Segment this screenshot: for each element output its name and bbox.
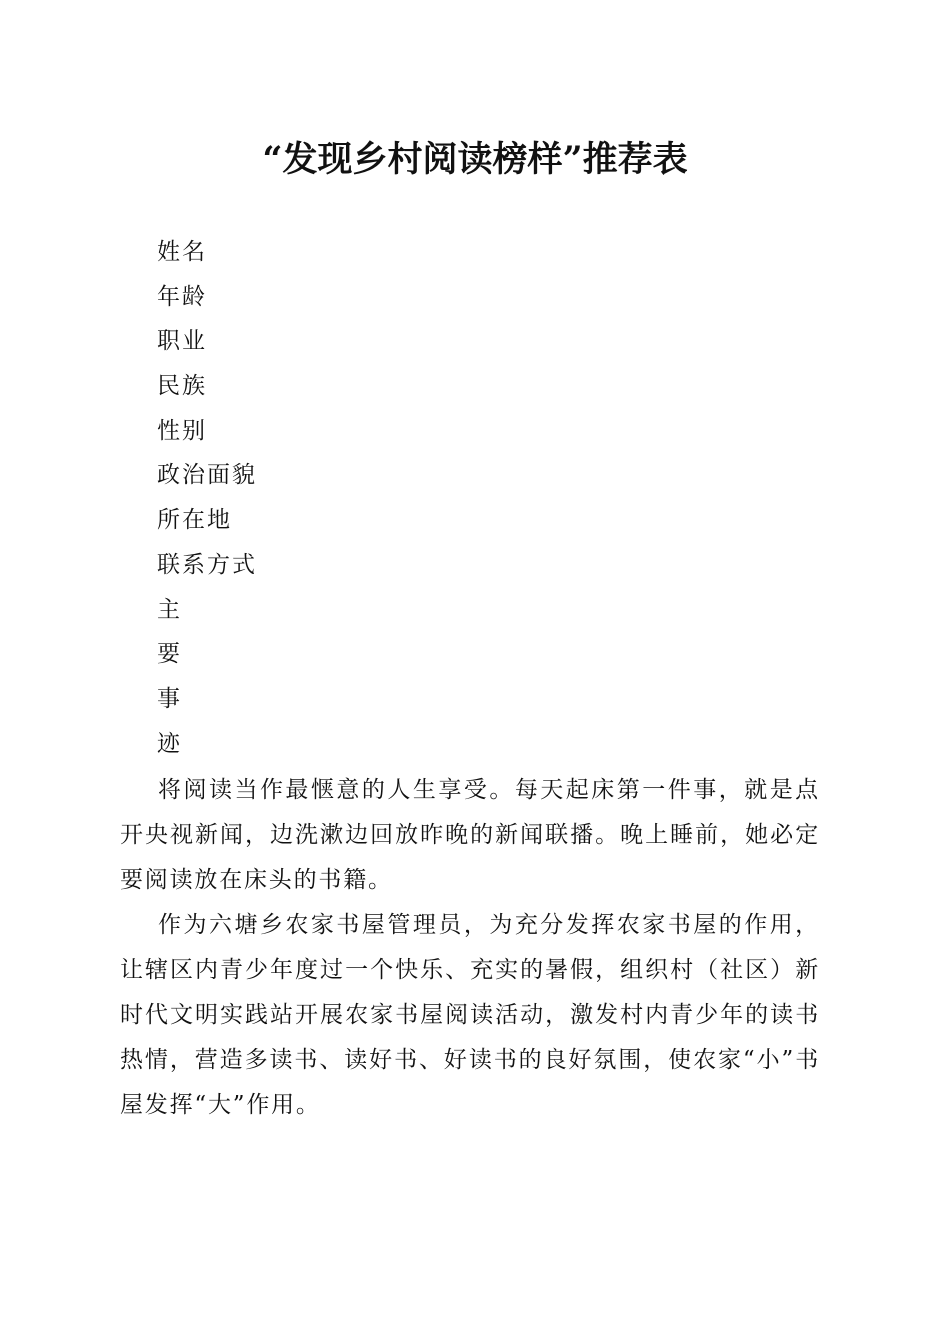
field-location-label: 所在地 [157, 507, 232, 534]
field-list [157, 230, 817, 766]
paragraph: 将阅读当作最惬意的人生享受。每天起床第一件事，就是点开央视新闻，边洗漱边回放昨晚的新闻联播。晚上睡前，她必定要阅读放在床头的书籍。 [120, 777, 820, 893]
main-deeds-text [120, 768, 820, 1128]
document-title: “发现乡村阅读榜样”推荐表 [262, 139, 688, 180]
field-gender-label: 性别 [157, 417, 207, 444]
field-deeds-label-char-4: 迹 [157, 730, 182, 757]
paragraph: 作为六塘乡农家书屋管理员，为充分发挥农家书屋的作用，让辖区内青少年度过一个快乐、充实的暑假，组织村（社区）新时代文明实践站开展农家书屋阅读活动，激发村内青少年的读书热情，营造多读书、读好书、好读书的良好氛围，使农家“小”书屋发挥“大”作用。 [120, 912, 820, 1118]
field-name-label: 姓名 [157, 239, 207, 265]
field-political-status-label: 政治面貌 [157, 462, 257, 489]
field-age-label: 年龄 [157, 283, 207, 310]
field-deeds-label-char-2: 要 [157, 641, 182, 668]
field-contact-label: 联系方式 [157, 551, 257, 578]
field-deeds-label-char-1: 主 [157, 596, 182, 623]
field-occupation-label: 职业 [157, 328, 207, 355]
field-deeds-label-char-3: 事 [157, 685, 182, 712]
field-ethnicity-label: 民族 [157, 373, 207, 400]
